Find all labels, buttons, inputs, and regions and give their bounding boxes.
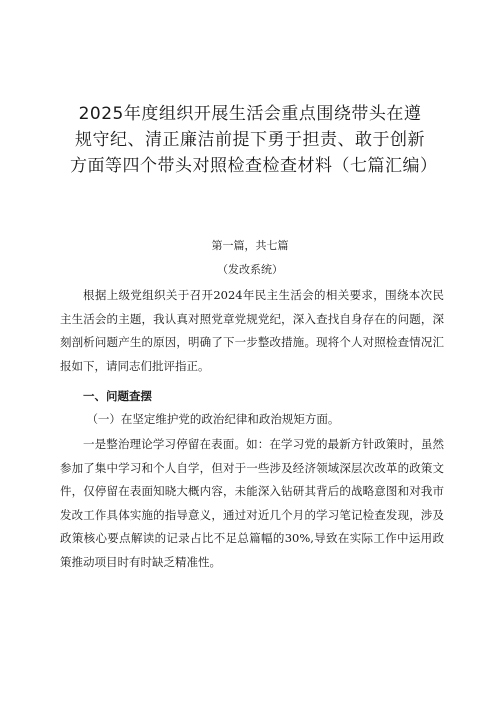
part-label: 第一篇，共七篇 <box>211 239 289 252</box>
subsection-heading: （一）在坚定维护党的政治纪律和政治规矩方面。 <box>86 412 340 426</box>
body-paragraph: 一是整治理论学习停留在表面。如：在学习党的最新方针政策时，虽然参加了集中学习和个人自学，但对于一些涉及经济领域深层次改革的政策文件，仅停留在表面知晓大概内容，未能深入钻研其背后的战略意图和对我市发改工作具体实施的指导意义，通过对近几个月的学习笔记检查发现，涉及政策核心要点解读的记录占比不足总篇幅的30%,导致在实际工作中运用政策推动项目时有时缺乏精准性。 <box>60 437 444 569</box>
document-title: 2025年度组织开展生活会重点围绕带头在遵规守纪、清正廉洁前提下勇于担责、敢于创新方面等四个带头对照检查检查材料（七篇汇编） <box>70 104 438 177</box>
intro-paragraph: 根据上级党组织关于召开2024年民主生活会的相关要求，围绕本次民主生活会的主题，我认真对照党章党规党纪，深入查找自身存在的问题，深刻剖析问题产生的原因，明确了下一步整改措施。现将个人对照检查情况汇报如下，请同志们批评指正。 <box>60 288 444 373</box>
department-label: （发改系统） <box>217 263 283 276</box>
section-heading: 一、问题查摆 <box>83 389 152 403</box>
